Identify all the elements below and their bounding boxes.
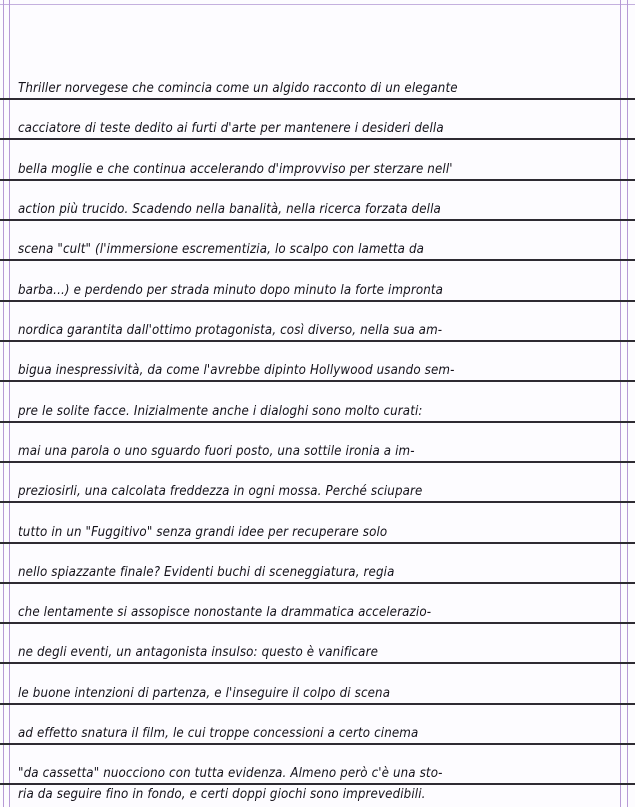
line-text: bella moglie e che continua accelerando d'improvviso per sterzare nell' <box>18 162 453 177</box>
text-line <box>0 221 635 261</box>
line-text: barba...) e perdendo per strada minuto dopo minuto la forte impronta <box>18 283 444 298</box>
line-text: nordica garantita dall'ottimo protagonista, così diverso, nella sua am- <box>18 323 443 338</box>
line-text: scena "cult" (l'immersione escrementizia, lo scalpo con lametta da <box>18 242 425 257</box>
text-line <box>0 423 635 463</box>
text-line <box>0 764 635 804</box>
line-text: preziosirli, una calcolata freddezza in ogni mossa. Perché sciupare <box>18 484 423 499</box>
line-text: "da cassetta" nuocciono con tutta evidenza. Almeno però c'è una sto- <box>18 766 443 781</box>
line-text: pre le solite facce. Inizialmente anche i dialoghi sono molto curati: <box>18 404 423 419</box>
line-text: che lentamente si assopisce nonostante la drammatica accelerazio- <box>18 605 432 620</box>
text-line <box>0 383 635 423</box>
line-text: mai una parola o uno sguardo fuori posto, una sottile ironia a im- <box>18 444 415 459</box>
text-line <box>0 463 635 503</box>
text-line <box>0 262 635 302</box>
text-line <box>0 141 635 181</box>
line-text: action più trucido. Scadendo nella banalità, nella ricerca forzata della <box>18 202 441 217</box>
line-text: ria da seguire fino in fondo, e certi doppi giochi sono imprevedibili. <box>18 787 426 802</box>
text-line <box>0 100 635 140</box>
line-text: ne degli eventi, un antagonista insulso: questo è vanificare <box>18 645 379 660</box>
line-text: nello spiazzante finale? Evidenti buchi di sceneggiatura, regia <box>18 565 395 580</box>
text-line <box>0 665 635 705</box>
text-line <box>0 302 635 342</box>
text-line <box>0 342 635 382</box>
text-line <box>0 705 635 745</box>
line-text: le buone intenzioni di partenza, e l'inseguire il colpo di scena <box>18 686 391 701</box>
line-text: tutto in un "Fuggitivo" senza grandi idee per recuperare solo <box>18 525 388 540</box>
text-line <box>0 504 635 544</box>
text-line <box>0 544 635 584</box>
text-line <box>0 60 635 100</box>
text-line <box>0 181 635 221</box>
line-text: bigua inespressività, da come l'avrebbe dipinto Hollywood usando sem- <box>18 363 455 378</box>
line-text: cacciatore di teste dedito ai furti d'arte per mantenere i desideri della <box>18 121 444 136</box>
line-text: ad effetto snatura il film, le cui troppe concessioni a certo cinema <box>18 726 419 741</box>
text-line <box>0 584 635 624</box>
line-text: Thriller norvegese che comincia come un algido racconto di un elegante <box>18 81 458 96</box>
page-top-rule <box>0 4 635 5</box>
text-line <box>0 624 635 664</box>
